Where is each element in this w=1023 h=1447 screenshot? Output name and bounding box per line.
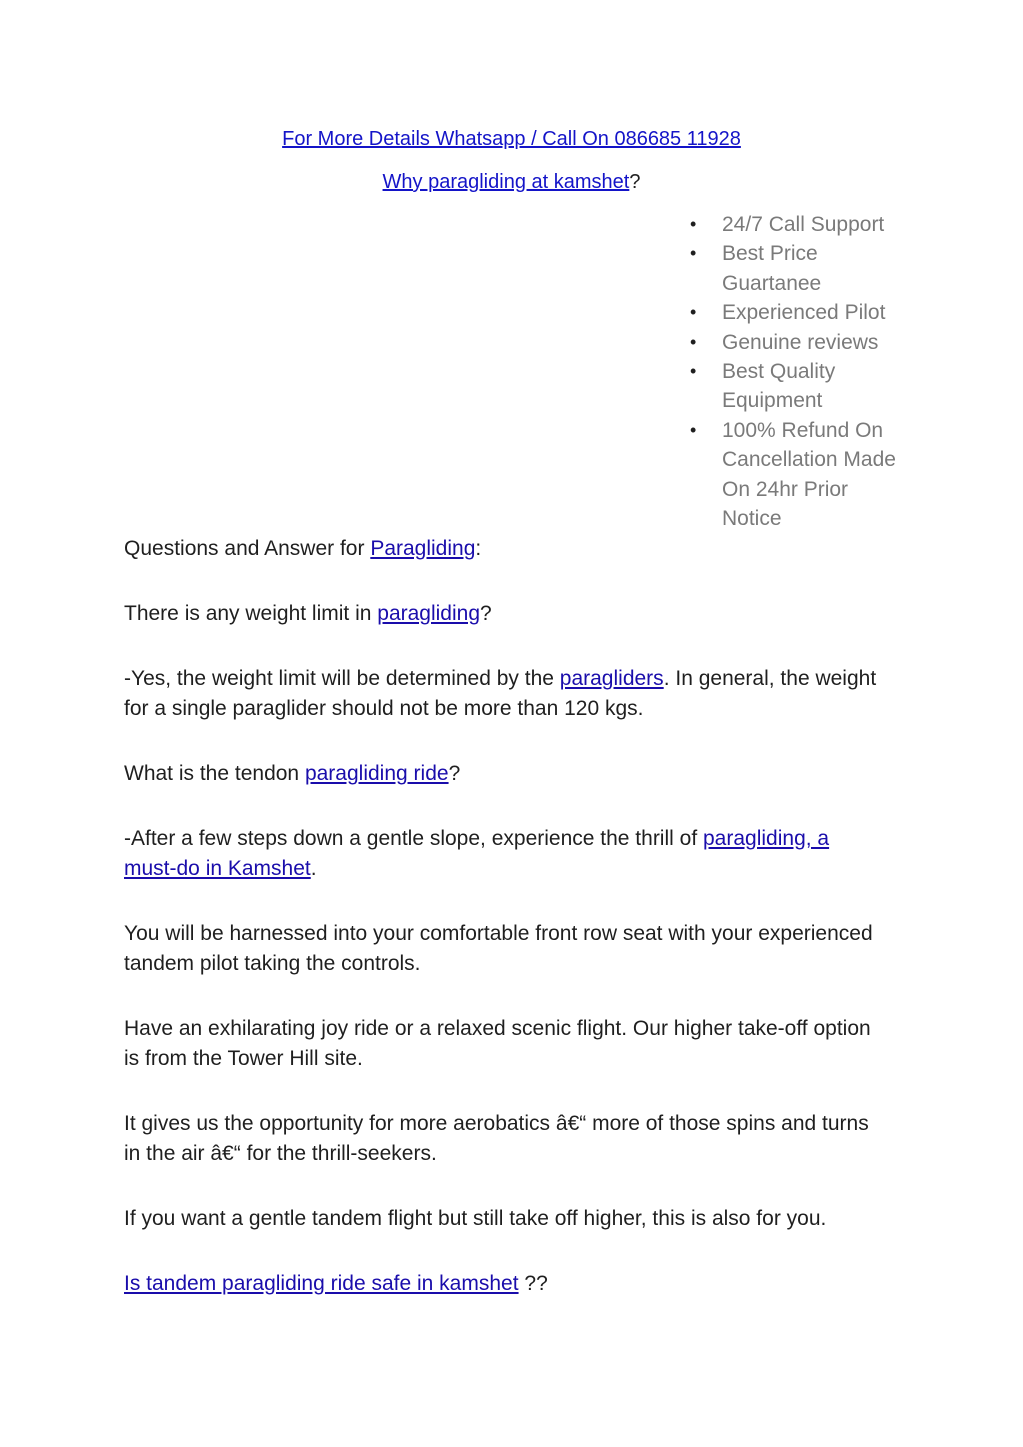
feature-item: • Best Price Guartanee [690, 239, 900, 298]
qa-title-suffix: : [475, 537, 482, 560]
paragraph-aerobatics: It gives us the opportunity for more aerobatics â€“ more of those spins and turns in the air â€“ for the thrill-seekers. [124, 1112, 869, 1165]
feature-item: • Genuine reviews [690, 328, 900, 357]
tandem-safety-link[interactable]: Is tandem paragliding ride safe in kamshet [124, 1272, 519, 1295]
why-header [0, 168, 1023, 196]
paragliding-kamshet-link[interactable]: paragliding, a must-do in Kamshet [124, 827, 830, 880]
paragliding-link[interactable]: paragliding [377, 602, 481, 625]
paragliders-link[interactable]: paragliders [559, 667, 664, 690]
contact-header [0, 125, 1023, 153]
a2-suffix: . [310, 856, 317, 880]
qa-title [124, 534, 884, 564]
question-weight-limit [124, 599, 884, 629]
a1-prefix: -Yes, the weight limit will be determined by the [124, 667, 560, 690]
paragliding-link[interactable]: Paragliding [370, 537, 476, 560]
feature-item: • Best Quality Equipment [690, 357, 900, 416]
answer-tendon-ride [124, 824, 884, 883]
feature-item: • 100% Refund On Cancellation Made On 24hr Prior Notice [690, 416, 900, 534]
qa-title-prefix: Questions and Answer for [124, 537, 371, 560]
why-suffix: ? [629, 171, 641, 193]
paragraph-joy-ride: Have an exhilarating joy ride or a relaxed scenic flight. Our higher take-off option is from the Tower Hill site. [124, 1017, 871, 1070]
features-list [690, 210, 900, 533]
feature-item: • Experienced Pilot [690, 298, 900, 327]
why-paragliding-link[interactable]: Why paragliding at kamshet [382, 171, 630, 193]
q2-prefix: What is the tendon [124, 762, 305, 785]
a1-suffix: . In general, the weight for a single paraglider should not be more than 120 kgs. [124, 667, 877, 720]
paragliding-ride-link[interactable]: paragliding ride [304, 762, 449, 785]
question-safety [124, 1269, 884, 1299]
answer-weight-limit [124, 664, 884, 723]
paragraph-gentle-flight: If you want a gentle tandem flight but still take off higher, this is also for you. [124, 1207, 827, 1230]
q3-suffix: ?? [518, 1272, 548, 1295]
feature-item: • 24/7 Call Support [690, 210, 900, 239]
q1-suffix: ? [480, 602, 492, 625]
question-tendon-ride [124, 759, 884, 789]
contact-link[interactable]: For More Details Whatsapp / Call On 086685 11928 [282, 128, 741, 150]
paragraph-harness: You will be harnessed into your comfortable front row seat with your experienced tandem pilot taking the controls. [124, 922, 873, 975]
q2-suffix: ? [448, 762, 461, 785]
q1-prefix: There is any weight limit in [124, 602, 378, 625]
a2-prefix: -After a few steps down a gentle slope, experience the thrill of [124, 827, 703, 850]
